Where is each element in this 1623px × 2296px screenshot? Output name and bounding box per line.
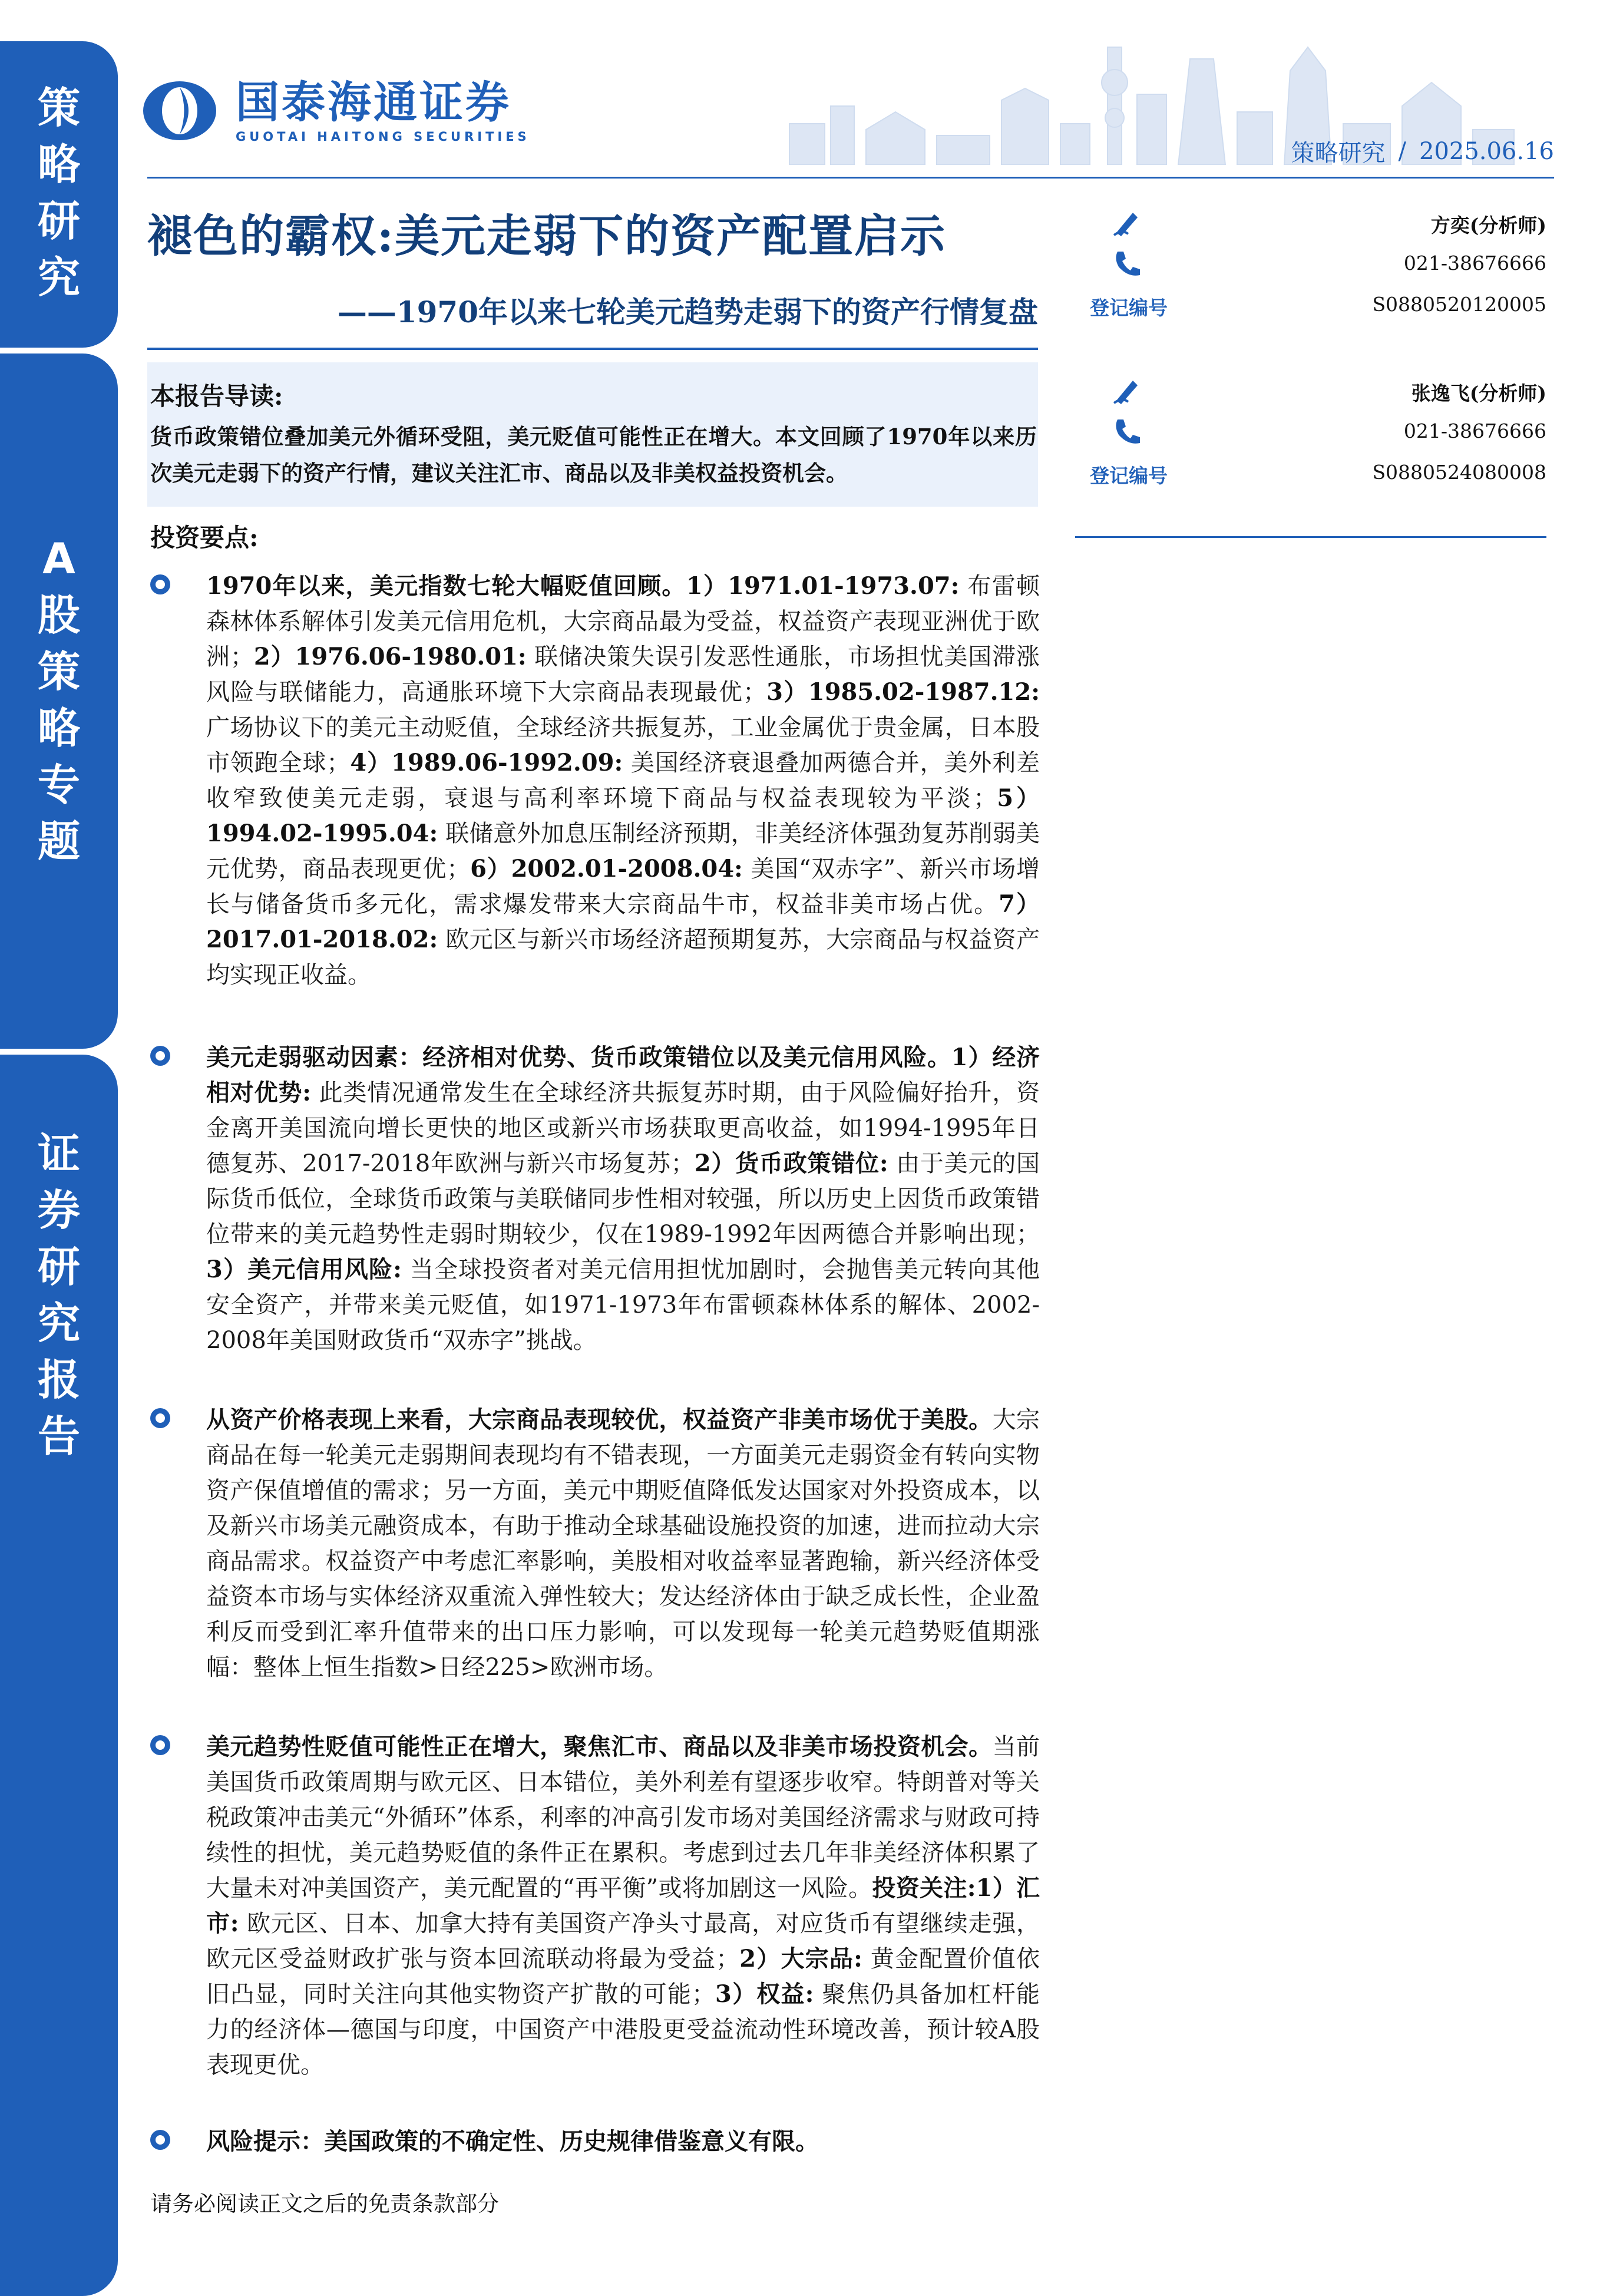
analyst-card bbox=[1075, 203, 1546, 327]
invest-point-label: 7）2017.01-2018.02: bbox=[206, 890, 1040, 953]
sidebar-tab3-char: 研 bbox=[37, 1242, 80, 1291]
report-subtitle: ——1970年以来七轮美元趋势走弱下的资产行情复盘 bbox=[337, 295, 1038, 329]
invest-point-label: 1）经济相对优势: bbox=[206, 1043, 1040, 1106]
invest-point-text: 从资产价格表现上来看，大宗商品表现较优，权益资产非美市场优于美股。大宗商品在每一轮美元走弱期间表现均有不错表现，一方面美元走弱资金有转向实物资产保值增值的需求；另一方面，美元中期贬值降低发达国家对外投资成本，以及新兴市场美元融资成本，有助于推动全球基础设施投资的加速，进而拉动大宗商品需求。权益资产中考虑汇率影响，美股相对收益率显著跑输，新兴经济体受益资本市场与实体经济双重流入弹性较大；发达经济体由于缺乏成长性，企业盈利反而受到汇率升值带来的出口压力影响，可以发现每一轮美元趋势贬值期涨幅：整体上恒生指数>日经225>欧洲市场。 bbox=[206, 1406, 1040, 1681]
analyst-name: 张逸飞(分析师) bbox=[1411, 382, 1546, 405]
sidebar-tab1-char: 研 bbox=[37, 196, 80, 246]
analyst-name: 方奕(分析师) bbox=[1430, 214, 1546, 237]
invest-point-label: 1）汇市: bbox=[206, 1874, 1040, 1937]
phone-icon bbox=[1110, 247, 1143, 280]
header-date: 2025.06.16 bbox=[1419, 137, 1554, 165]
invest-point-label: 投资关注: bbox=[872, 1874, 976, 1902]
invest-point-label: 6）2002.01-2008.04: bbox=[470, 855, 743, 883]
header-divider bbox=[147, 177, 1554, 179]
sidebar-tab3-char: 证 bbox=[37, 1129, 80, 1178]
invest-point-heading: 美元趋势性贬值可能性正在增大，聚焦汇市、商品以及非美市场投资机会。 bbox=[206, 1733, 993, 1760]
analyst-divider bbox=[1075, 536, 1546, 538]
sidebar-tab2-char: 专 bbox=[37, 760, 80, 810]
report-title: 褪色的霸权:美元走弱下的资产配置启示 bbox=[147, 210, 947, 262]
sidebar-tab-strategy bbox=[0, 41, 118, 348]
invest-point-label: 2）货币政策错位: bbox=[694, 1149, 888, 1177]
invest-point-text: 美元趋势性贬值可能性正在增大，聚焦汇市、商品以及非美市场投资机会。当前美国货币政策周期与欧元区、日本错位，美外利差有望逐步收窄。特朗普对等关税政策冲击美元“外循环”体系，利率的冲高引发市场对美国经济需求与财政可持续性的担忧，美元趋势贬值的条件正在累积。考虑到过去几年非美经济体积累了大量未对冲美国资产，美元配置的“再平衡”或将加剧这一风险。投资关注:1）汇市: 欧元区、日本、加拿大持有美国资产净头寸最高，对应货币有望继续走强，欧元区受益财政扩张与资本回流联动将最为受益；2）大宗品: 黄金配置价值依旧凸显，同时关注向其他实物资产扩散的可能；3）权益: 聚焦仍具备加杠杆能力的经济体—德国与印度，中国资产中港股更受益流动性环境改善，预计较A股表现更优。 bbox=[206, 1733, 1040, 2079]
pen-icon bbox=[1110, 374, 1143, 407]
bullet-icon bbox=[150, 1408, 170, 1428]
invest-point-label: 3）美元信用风险: bbox=[206, 1256, 402, 1283]
header-meta bbox=[1291, 134, 1554, 168]
invest-point-label: 3）1985.02-1987.12: bbox=[766, 678, 1040, 706]
invest-point bbox=[150, 2124, 1040, 2159]
guide-text: 货币政策错位叠加美元外循环受阻，美元贬值可能性正在增大。本文回顾了1970年以来历次美元走弱下的资产行情，建议关注汇市、商品以及非美权益投资机会。 bbox=[150, 424, 1037, 486]
analyst-reg-no: S0880520120005 bbox=[1372, 293, 1546, 316]
analyst-card bbox=[1075, 371, 1546, 495]
sidebar-tab-report-type bbox=[0, 1055, 118, 2296]
invest-point-label: 3）权益: bbox=[715, 1980, 814, 2008]
pen-icon bbox=[1110, 206, 1143, 239]
guide-heading: 本报告导读: bbox=[150, 382, 283, 411]
sidebar-tab3-char: 券 bbox=[37, 1185, 80, 1235]
invest-point-label: 4）1989.06-1992.09: bbox=[350, 749, 623, 777]
footer-disclaimer: 请务必阅读正文之后的免责条款部分 bbox=[150, 2191, 499, 2216]
invest-point bbox=[150, 1729, 1040, 2083]
reg-label: 登记编号 bbox=[1090, 464, 1168, 487]
invest-heading: 投资要点: bbox=[150, 523, 259, 552]
sidebar-tab3-char: 究 bbox=[37, 1299, 80, 1348]
invest-point-heading: 风险提示：美国政策的不确定性、历史规律借鉴意义有限。 bbox=[206, 2127, 819, 2155]
title-divider bbox=[147, 348, 1038, 350]
invest-point-label: 2）大宗品: bbox=[739, 1945, 862, 1973]
invest-point-text: 美元走弱驱动因素：经济相对优势、货币政策错位以及美元信用风险。1）经济相对优势: 此类情况通常发生在全球经济共振复苏时期，由于风险偏好抬升，资金离开美国流向增长更快的地区或新兴市场获取更高收益，如1994-1995年日德复苏、2017-2018年欧洲与新兴市场复苏；2）货币政策错位: 由于美元的国际货币低位，全球货币政策与美联储同步性相对较强，所以历史上因货币政策错位带来的美元趋势性走弱时期较少，仅在1989-1992年因两德合并影响出现；3）美元信用风险: 当全球投资者对美元信用担忧加剧时，会抛售美元转向其他安全资产，并带来美元贬值，如1971-1973年布雷顿森林体系的解体、2002-2008年美国财政货币“双赤字”挑战。 bbox=[206, 1043, 1040, 1354]
sidebar-tab1-char: 究 bbox=[37, 253, 80, 302]
invest-point-label: 1）1971.01-1973.07: bbox=[686, 572, 960, 600]
invest-point-label: 5）1994.02-1995.04: bbox=[206, 784, 1040, 847]
header-separator: / bbox=[1398, 137, 1406, 165]
logo-mark-icon bbox=[141, 78, 218, 143]
invest-point bbox=[150, 569, 1040, 993]
sidebar-tab1-char: 策 bbox=[37, 83, 80, 133]
sidebar-tab3-char: 告 bbox=[37, 1412, 80, 1461]
sidebar-tab3-char: 报 bbox=[37, 1355, 80, 1405]
phone-icon bbox=[1110, 415, 1143, 448]
analyst-reg-no: S0880524080008 bbox=[1372, 461, 1546, 484]
invest-point bbox=[150, 1040, 1040, 1358]
brand-logo bbox=[141, 75, 530, 146]
invest-point-text: 1970年以来，美元指数七轮大幅贬值回顾。1）1971.01-1973.07: 布雷顿森林体系解体引发美元信用危机，大宗商品最为受益，权益资产表现亚洲优于欧洲；2）1976.06-1980.01: 联储决策失误引发恶性通胀，市场担忧美国滞涨风险与联储能力，高通胀环境下大宗商品表现最优；3）1985.02-1987.12: 广场协议下的美元主动贬值，全球经济共振复苏，工业金属优于贵金属，日本股市领跑全球；4）1989.06-1992.09: 美国经济衰退叠加两德合并，美外利差收窄致使美元走弱，衰退与高利率环境下商品与权益表现较为平淡；5）1994.02-1995.04: 联储意外加息压制经济预期，非美经济体强劲复苏削弱美元优势，商品表现更优；6）2002.01-2008.04: 美国“双赤字”、新兴市场增长与储备货币多元化，需求爆发带来大宗商品牛市，权益非美市场占优。7）2017.01-2018.02: 欧元区与新兴市场经济超预期复苏，大宗商品与权益资产均实现正收益。 bbox=[206, 572, 1040, 989]
invest-point-heading: 从资产价格表现上来看，大宗商品表现较优，权益资产非美市场优于美股。 bbox=[206, 1406, 993, 1433]
invest-point-text bbox=[206, 2124, 1040, 2159]
sidebar-tab2-char: 题 bbox=[37, 817, 80, 866]
brand-name-en: GUOTAI HAITONG SECURITIES bbox=[236, 130, 530, 144]
analyst-phone: 021-38676666 bbox=[1403, 252, 1546, 275]
sidebar-tab2-char: 股 bbox=[37, 590, 80, 640]
header-category: 策略研究 bbox=[1291, 140, 1386, 167]
invest-point bbox=[150, 1402, 1040, 1685]
brand-name-cn: 国泰海通证券 bbox=[236, 77, 511, 128]
sidebar-tab-topic bbox=[0, 354, 118, 1049]
bullet-icon bbox=[150, 2130, 170, 2150]
invest-point-label: 2）1976.06-1980.01: bbox=[253, 643, 527, 670]
invest-point-heading: 美元走弱驱动因素：经济相对优势、货币政策错位以及美元信用风险。 bbox=[206, 1043, 951, 1071]
bullet-icon bbox=[150, 1735, 170, 1755]
sidebar-tab2-char: 策 bbox=[37, 647, 80, 696]
analyst-phone: 021-38676666 bbox=[1403, 419, 1546, 442]
bullet-icon bbox=[150, 574, 170, 594]
sidebar-tab2-char: 略 bbox=[37, 703, 80, 753]
reg-label: 登记编号 bbox=[1090, 296, 1168, 319]
bullet-icon bbox=[150, 1046, 170, 1066]
invest-point-heading: 1970年以来，美元指数七轮大幅贬值回顾。 bbox=[206, 572, 686, 600]
sidebar-tab2-char: A bbox=[42, 534, 75, 583]
sidebar-tab1-char: 略 bbox=[37, 140, 80, 189]
